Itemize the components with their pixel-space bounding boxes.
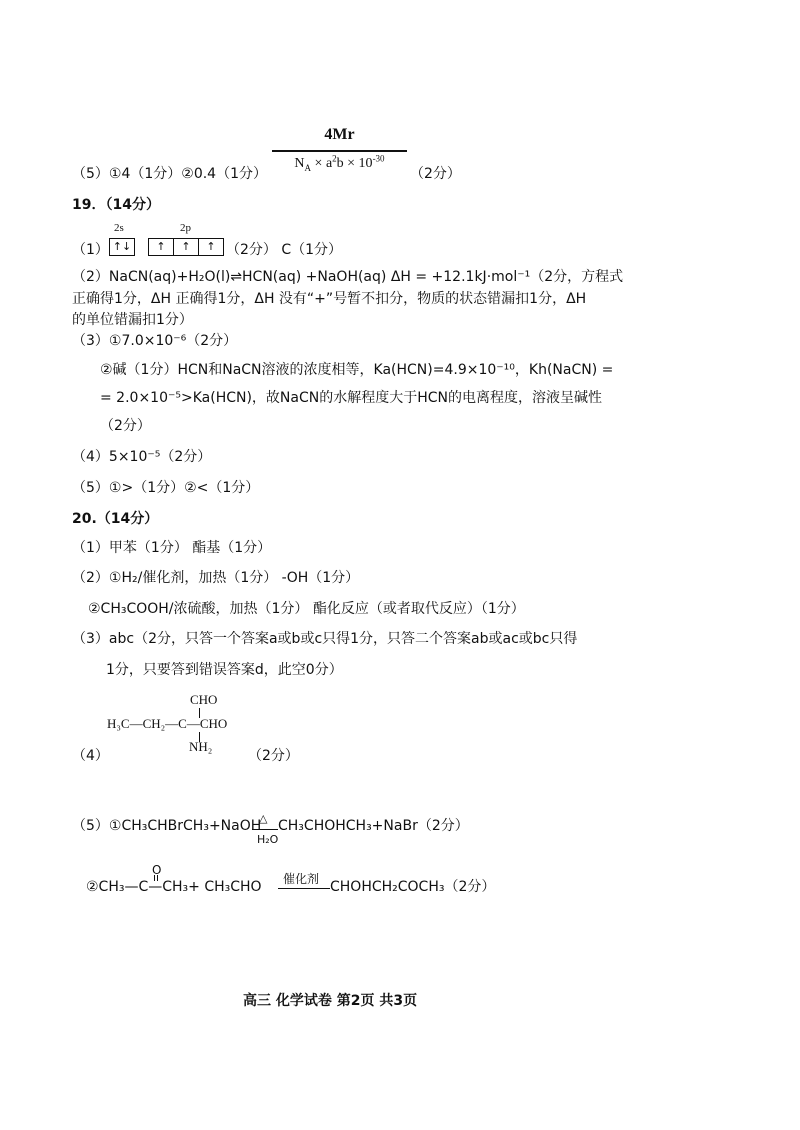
orbital-2p-cell: ↑ [206,240,216,253]
q20-5-line2-prefix: ②CH₃—C—CH₃+ CH₃CHO [86,879,262,895]
reaction-arrow-2 [278,888,330,889]
q19-3-line3: = 2.0×10⁻⁵>Ka(HCN)，故NaCN的水解程度大于HCN的电离程度，溶液呈碱性 [100,390,603,406]
q20-2-line2: ②CH₃COOH/浓硫酸，加热（1分） 酯化反应（或者取代反应）（1分） [88,601,525,617]
reaction-arrow [252,829,278,830]
fraction-denominator: $N_A \times a^2b \times 10^{-30}$ [294,153,385,173]
q19-1-prefix: （1） [72,242,109,258]
reaction-condition-heat: △ [259,812,268,825]
q20-3-line2: 1分，只要答到错误答案d，此空0分） [106,662,343,678]
orbital-2s-box [109,238,135,256]
orbital-2s-cell: ↑↓ [112,240,132,253]
fraction-expression [272,126,407,172]
q18-5-score: （2分） [410,166,461,182]
q19-3-line1: （3）①7.0×10⁻⁶（2分） [72,333,238,349]
q19-2-line1: （2）NaCN(aq)+H₂O(l)⇌HCN(aq) +NaOH(aq) ΔH = +12.1kJ·mol⁻¹（2分，方程式 [72,269,624,285]
page-footer: 高三 化学试卷 第2页 共3页 [243,993,418,1009]
struct-main-chain: H₃C—CH₂—C—CHO [107,716,228,731]
q19-5: （5）①>（1分）②<（1分） [72,480,260,496]
q19-3-line4: （2分） [100,418,151,434]
q20-3-line1: （3）abc（2分，只答一个答案a或b或c只得1分，只答二个答案ab或ac或bc只得 [72,631,578,647]
orbital-2p-label: 2p [180,222,191,234]
orbital-2p-cell: ↑ [174,239,199,255]
q20-5-line1-suffix: CH₃CHOHCH₃+NaBr（2分） [278,818,469,834]
q19-1-suffix: （2分） C（1分） [226,242,343,258]
orbital-2p-box [148,238,224,256]
orbital-2p-cell: ↑ [149,239,174,255]
q19-2-line3: 的单位错漏扣1分） [72,312,193,328]
reaction-condition-solvent: H₂O [257,833,279,846]
q20-1: （1）甲苯（1分） 酯基（1分） [72,540,272,556]
q20-header: 20.（14分） [72,511,159,527]
q19-2-line2: 正确得1分，ΔH 正确得1分，ΔH 没有“+”号暂不扣分，物质的状态错漏扣1分，ΔH [72,291,587,307]
orbital-2s-label: 2s [114,222,124,234]
fraction-numerator: 4Mr [324,126,355,143]
q19-3-line2: ②碱（1分）HCN和NaCN溶液的浓度相等，Ka(HCN)=4.9×10⁻¹⁰，Kh(NaCN) = [100,362,614,378]
q19-header: 19．（14分） [72,197,160,213]
q20-4-score: （2分） [248,748,299,764]
q18-5-answer: （5）①4（1分）②0.4（1分） [72,166,267,182]
q20-5-line2-suffix: CHOHCH₂COCH₃（2分） [330,879,496,895]
struct-nh2: NH₂ [189,739,213,754]
q20-2-line1: （2）①H₂/催化剂，加热（1分） -OH（1分） [72,570,360,586]
q20-4-prefix: （4） [72,748,109,764]
q20-5-line1-prefix: （5）①CH₃CHBrCH₃+NaOH [72,818,262,834]
fraction-bar [272,150,407,152]
struct-cho-top: CHO [190,692,218,707]
carbonyl-oxygen: O [152,863,162,877]
catalyst-label: 催化剂 [283,872,320,886]
q19-4: （4）5×10⁻⁵（2分） [72,449,212,465]
